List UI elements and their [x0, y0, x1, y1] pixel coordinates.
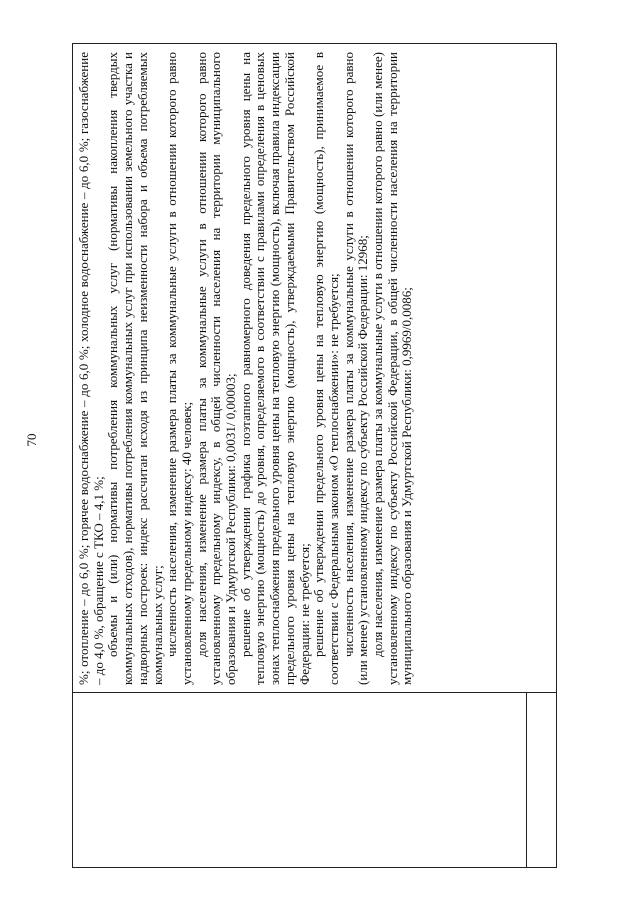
- table-row-divider: [526, 693, 527, 867]
- paragraph-heat-price-schedule: решение об утверждении графика поэтапного равномерного доведения предельного уровня цены на тепловую энергию (мощность) до уровня, определяемого в соответствии с правилами определения в ценовых зонах теплоснабжения предельного уровня цены на тепловую энергию (мощность), включая правила индексации предельного уровня цены на тепловую энергию (мощность), утверждаемыми Правительством Российской Федерации: не требуется;: [237, 52, 312, 685]
- table-text-column: [73, 44, 556, 692]
- paragraph-population-share-subject: доля населения, изменение размера платы за коммунальные услуги в отношении которого равно (или менее) установленному индексу по субъекту Российской Федерации, в общей численности населения на территории муниципального образования и Удмуртской Республики: 0,9969/0,0086;: [370, 52, 415, 685]
- content-table: [72, 43, 557, 868]
- paragraph-continuation: %; отопление – до 6,0 %; горячее водоснабжение – до 6,0 %; холодное водоснабжение – до 6,0 %; газоснабжение – до 4,0 %, обращение с ТКО – 4,1 %;: [76, 52, 106, 685]
- paragraph-heat-price-limit: решение об утверждении предельного уровня цены на тепловую энергию (мощность), принимаемое в соответствии с Федеральным законом «О теплоснабжении»: не требуется;: [311, 52, 341, 685]
- rotated-table-wrapper: [72, 43, 557, 868]
- paragraph-consumption-volumes: объемы и (или) нормативы потребления коммунальных услуг (нормативы накопления твердых коммунальных отходов), нормативы потребления коммунальных услуг при использовании земельного участка и надворных построек: индекс рассчитан исходя из принципа неизменности набора и объема потребляемых коммунальных услуг;: [105, 52, 165, 685]
- paragraph-population-count-subject: численность населения, изменение размера платы за коммунальные услуги в отношении которого равно (или менее) установленному индексу по субъекту Российской Федерации: 12968;: [340, 52, 371, 685]
- paragraph-population-count: численность населения, изменение размера платы за коммунальные услуги в отношении которого равно установленному предельному индексу: 40 человек;: [164, 52, 194, 685]
- page-number: 70: [24, 433, 39, 447]
- paragraph-population-share: доля населения, изменение размера платы за коммунальные услуги в отношении которого равно установленному предельному индексу, в общей численности населения на территории муниципального образования и Удмуртской Республики: 0,0031/ 0,00003;: [193, 52, 239, 685]
- table-left-column: [73, 692, 556, 867]
